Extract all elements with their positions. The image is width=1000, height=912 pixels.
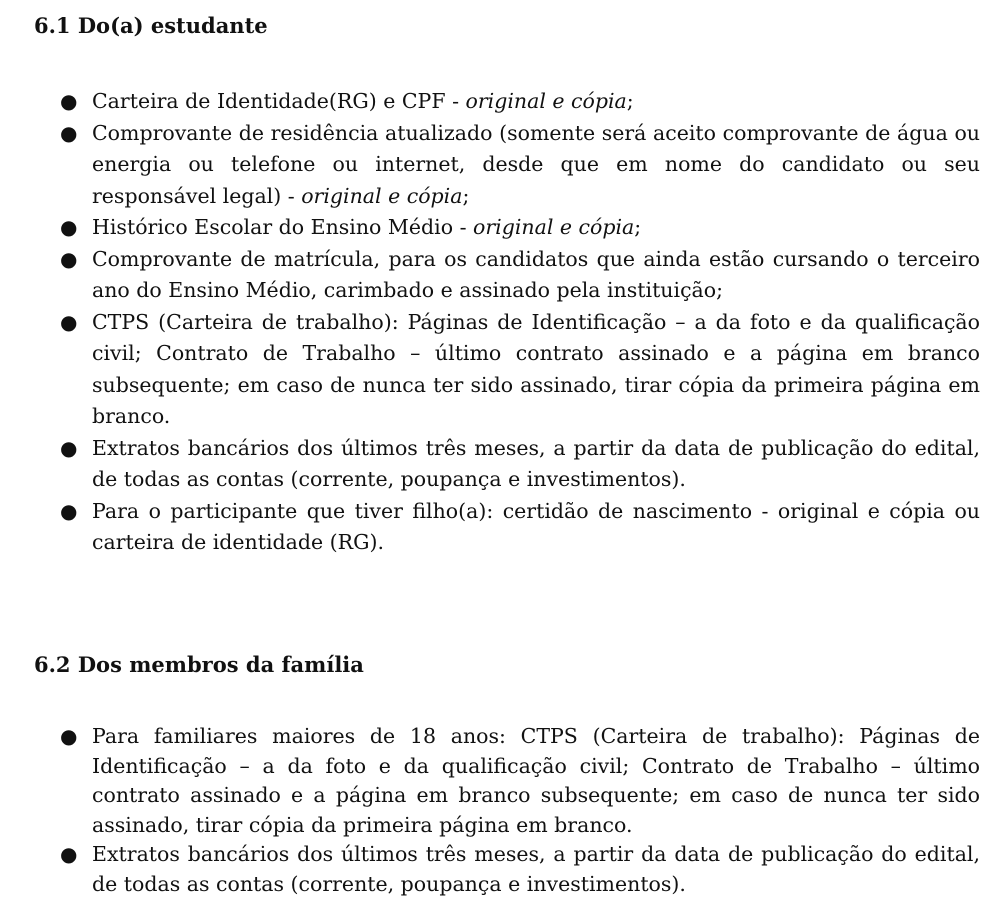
item-text: Histórico Escolar do Ensino Médio - — [92, 215, 474, 239]
bullet-icon: ● — [60, 498, 78, 523]
list-item — [60, 86, 980, 118]
list-item — [60, 307, 980, 433]
bullet-icon: ● — [60, 309, 78, 334]
familia-document-list — [60, 722, 980, 899]
item-text: Para familiares maiores de 18 anos: CTPS (Carteira de trabalho): Páginas de Identificação – a da foto e da qualificação civil; Contrato de Trabalho – último contrato assinado e a página em branco subsequente; em caso de nunca ter sido assinado, tirar cópia da primeira página em branco. — [92, 724, 980, 837]
list-item — [60, 496, 980, 559]
item-text: CTPS (Carteira de trabalho): Páginas de Identificação – a da foto e da qualificação civil; Contrato de Trabalho – último contrato assinado e a página em branco subsequente; em caso de nunca ter sido assinado, tirar cópia da primeira página em branco. — [92, 309, 980, 428]
item-tail: ; — [634, 215, 642, 239]
estudante-document-list — [60, 86, 980, 559]
item-tail: ; — [462, 183, 470, 208]
list-item — [60, 212, 980, 244]
item-emphasis: original e cópia — [465, 89, 627, 113]
list-item — [60, 244, 980, 307]
bullet-icon: ● — [60, 842, 78, 866]
item-emphasis: original e cópia — [301, 183, 463, 208]
list-item — [60, 722, 980, 840]
bullet-icon: ● — [60, 120, 78, 145]
item-text: Para o participante que tiver filho(a): certidão de nascimento - original e cópia ou carteira de identidade (RG). — [92, 498, 980, 554]
section-heading-estudante: 6.1 Do(a) estudante — [34, 13, 268, 38]
section-heading-familia: 6.2 Dos membros da família — [34, 652, 364, 677]
bullet-icon: ● — [60, 246, 78, 271]
item-tail: ; — [626, 89, 634, 113]
bullet-icon: ● — [60, 89, 78, 113]
list-item — [60, 118, 980, 213]
item-text: Comprovante de residência atualizado (somente será aceito comprovante de água ou energia ou telefone ou internet, desde que em nome do candidato ou seu responsável legal) - — [92, 120, 980, 208]
bullet-icon: ● — [60, 724, 78, 748]
item-text: Comprovante de matrícula, para os candidatos que ainda estão cursando o terceiro ano do Ensino Médio, carimbado e assinado pela instituição; — [92, 246, 980, 302]
list-item — [60, 840, 980, 899]
bullet-icon: ● — [60, 215, 78, 239]
item-text: Carteira de Identidade(RG) e CPF - — [92, 89, 466, 113]
item-text: Extratos bancários dos últimos três meses, a partir da data de publicação do edital, de todas as contas (corrente, poupança e investimentos). — [92, 435, 980, 491]
list-item — [60, 433, 980, 496]
item-emphasis: original e cópia — [473, 215, 635, 239]
item-text: Extratos bancários dos últimos três meses, a partir da data de publicação do edital, de todas as contas (corrente, poupança e investimentos). — [92, 842, 980, 896]
bullet-icon: ● — [60, 435, 78, 460]
